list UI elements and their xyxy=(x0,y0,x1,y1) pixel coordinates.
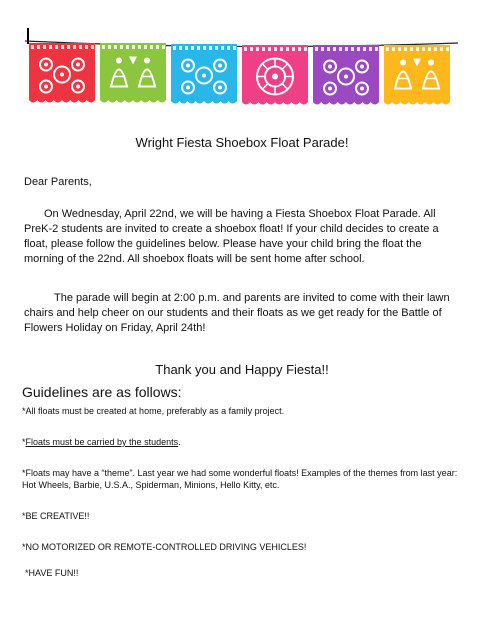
guideline-item: *Floats may have a “theme”. Last year we had some wonderful floats! Examples of the themes from last year: Hot Wheels, Barbie, U.S.A., Spiderman, Minions, Hello Kitty, etc. xyxy=(22,468,458,490)
banner-flag xyxy=(29,43,95,103)
guideline-item: *HAVE FUN!! xyxy=(25,568,79,578)
guideline-period: . xyxy=(178,437,181,447)
parade-paragraph xyxy=(24,291,464,336)
parade-text: The parade will begin at 2:00 p.m. and parents are invited to come with their lawn chairs and help cheer on our students and their floats as we get ready for the Battle of Flowers Holiday on Friday, April 24th! xyxy=(24,292,450,334)
thanks-line: Thank you and Happy Fiesta!! xyxy=(155,362,329,377)
guidelines-heading: Guidelines are as follows: xyxy=(22,384,182,400)
guideline-item: *BE CREATIVE!! xyxy=(22,511,90,521)
guideline-item: *NO MOTORIZED OR REMOTE-CONTROLLED DRIVING VEHICLES! xyxy=(22,542,307,552)
banner-flag xyxy=(171,44,237,104)
guideline-underlined-text: Floats must be carried by the students xyxy=(25,437,179,447)
banner-flags xyxy=(29,43,450,105)
papel-picado-banner xyxy=(0,30,484,110)
intro-paragraph xyxy=(24,207,464,267)
banner-flag xyxy=(313,45,379,105)
banner-flag xyxy=(384,45,450,105)
banner-flag xyxy=(100,43,166,103)
intro-text: On Wednesday, April 22nd, we will be having a Fiesta Shoebox Float Parade. All PreK-2 students are invited to create a shoebox float! If your child decides to create a float, please follow the guidelines below. Please have your child bring the float the morning of the 22nd. All shoebox floats will be sent home after school. xyxy=(24,208,439,265)
guideline-item: *All floats must be created at home, preferably as a family project. xyxy=(22,406,285,416)
banner-flag xyxy=(242,45,308,105)
guideline-bullet: * xyxy=(22,437,26,447)
salutation: Dear Parents, xyxy=(24,176,92,188)
guideline-item xyxy=(22,436,462,448)
page-title: Wright Fiesta Shoebox Float Parade! xyxy=(135,135,349,150)
